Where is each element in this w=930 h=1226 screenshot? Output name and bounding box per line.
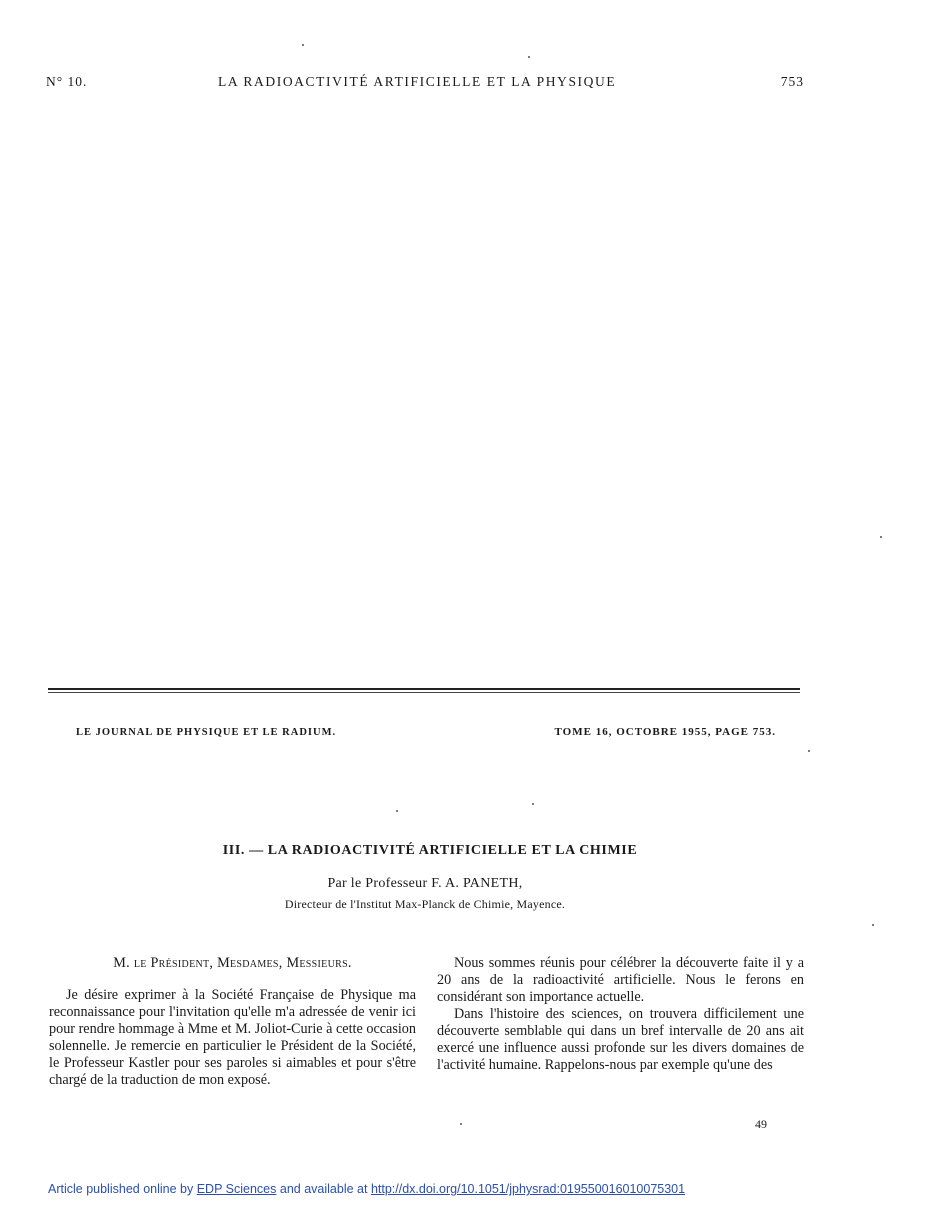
scan-speck [460,1123,462,1125]
scan-speck [528,56,530,58]
scan-speck [880,536,882,538]
publisher-link[interactable]: EDP Sciences [196,1182,277,1196]
running-title: LA RADIOACTIVITÉ ARTIFICIELLE ET LA PHYSIQUE [218,74,617,89]
author-byline: Par le Professeur F. A. PANETH, [327,876,523,891]
scan-speck [532,803,534,805]
journal-line [76,727,776,743]
signature-folio: 49 [755,1117,767,1131]
paragraph: Dans l'histoire des sciences, on trouvera difficilement une découverte semblable qui dans un bref intervalle de 20 ans ait exercé une influence aussi profonde sur les divers domaines de l'activité humaine. Rappelons-nous par exemple qu'une des [437,1006,804,1073]
scan-speck [302,44,304,46]
salutation: M. le Président, Mesdames, Messieurs. [113,955,352,971]
publication-footer [48,1182,868,1196]
footer-middle: and available at [279,1182,368,1196]
double-rule-bottom [48,692,800,693]
scan-speck [872,924,874,926]
doi-link[interactable]: http://dx.doi.org/10.1051/jphysrad:019550016010075301 [370,1182,686,1196]
scan-speck [396,810,398,812]
scan-speck [808,750,810,752]
journal-name: LE JOURNAL DE PHYSIQUE ET LE RADIUM. [76,727,337,738]
page-number: 753 [780,74,804,89]
paragraph: Je désire exprimer à la Société Française de Physique ma reconnaissance pour l'invitation qu'elle m'a adressée de venir ici pour rendre hommage à Mme et M. Joliot-Curie à cette occasion solennelle. Je remercie en particulier le Président de la Société, le Professeur Kastler pour ses paroles si aimables et pour s'être chargé de la traduction de mon exposé. [49,987,416,1088]
author-affiliation: Directeur de l'Institut Max-Planck de Chimie, Mayence. [284,897,566,911]
footer-prefix: Article published online by [48,1182,194,1196]
issue-number: N° 10. [46,74,88,89]
volume-info: TOME 16, OCTOBRE 1955, PAGE 753. [554,726,776,738]
article-title: III. — LA RADIOACTIVITÉ ARTIFICIELLE ET LA CHIMIE [222,843,638,858]
double-rule-top [48,688,800,690]
left-column [49,955,416,1089]
running-head [46,74,804,94]
right-column [437,955,804,1074]
paragraph: Nous sommes réunis pour célébrer la découverte faite il y a 20 ans de la radioactivité artificielle. Nous le ferons en considérant son importance actuelle. [437,955,804,1005]
